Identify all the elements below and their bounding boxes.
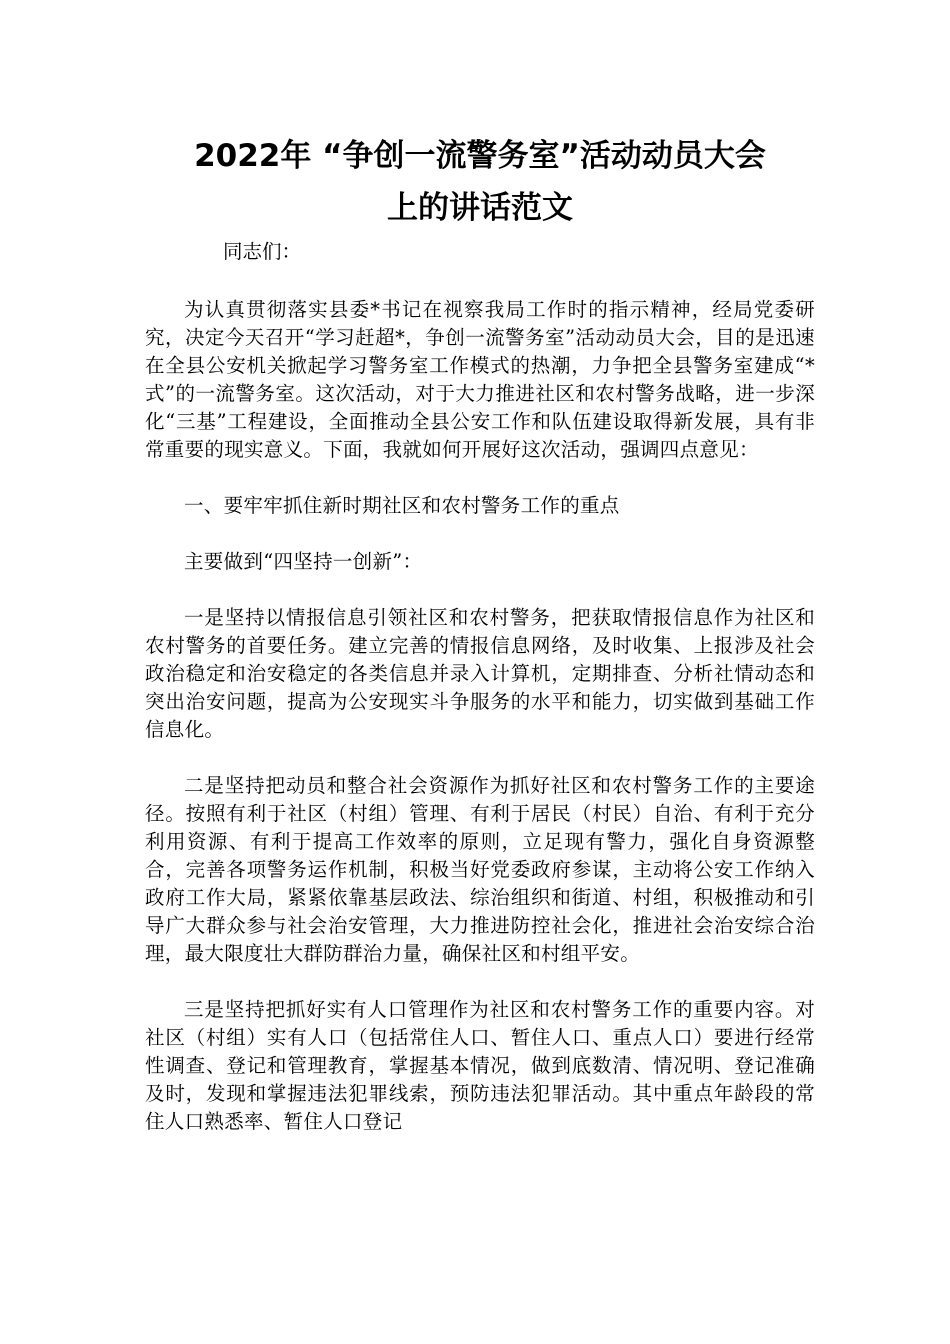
paragraph-point-2: 二是坚持把动员和整合社会资源作为抓好社区和农村警务工作的主要途径。按照有利于社区（村组）管理、有利于居民（村民）自治、有利于充分利用资源、有利于提高工作效率的原则，立足现有警力，强化自身资源整合，完善各项警务运作机制，积极当好党委政府参谋，主动将公安工作纳入政府工作大局，紧紧依靠基层政法、综治组织和街道、村组，积极推动和引导广大群众参与社会治安管理，大力推进防控社会化，推进社会治安综合治理，最大限度壮大群防群治力量，确保社区和村组平安。 [145, 774, 815, 965]
paragraph-point-3: 三是坚持把抓好实有人口管理作为社区和农村警务工作的重要内容。对社区（村组）实有人口（包括常住人口、暂住人口、重点人口）要进行经常性调查、登记和管理教育，掌握基本情况，做到底数清、情况明、登记准确及时，发现和掌握违法犯罪线索，预防违法犯罪活动。其中重点年龄段的常住人口熟悉率、暂住人口登记 [145, 998, 815, 1133]
title-line-2: 上的讲话范文 [387, 190, 573, 226]
document-page [145, 130, 815, 1164]
salutation: 同志们： [223, 240, 302, 263]
document-title [145, 130, 815, 234]
paragraph-point-1: 一是坚持以情报信息引领社区和农村警务，把获取情报信息作为社区和农村警务的首要任务。建立完善的情报信息网络，及时收集、上报涉及社会政治稳定和治安稳定的各类信息并录入计算机，定期排查、分析社情动态和突出治安问题，提高为公安现实斗争服务的水平和能力，切实做到基础工作信息化。 [145, 606, 815, 741]
title-line-1: 2022年 “争创一流警务室”活动动员大会 [194, 138, 766, 174]
paragraph-summary: 主要做到“四坚持一创新”： [184, 550, 423, 573]
section-heading-1: 一、要牢牢抓住新时期社区和农村警务工作的重点 [184, 494, 620, 517]
paragraph-intro: 为认真贯彻落实县委*书记在视察我局工作时的指示精神，经局党委研究，决定今天召开“学习赶超*，争创一流警务室”活动动员大会，目的是迅速在全县公安机关掀起学习警务室工作模式的热潮，力争把全县警务室建成“*式”的一流警务室。这次活动，对于大力推进社区和农村警务战略，进一步深化“三基”工程建设，全面推动全县公安工作和队伍建设取得新发展，具有非常重要的现实意义。下面，我就如何开展好这次活动，强调四点意见： [145, 298, 815, 461]
